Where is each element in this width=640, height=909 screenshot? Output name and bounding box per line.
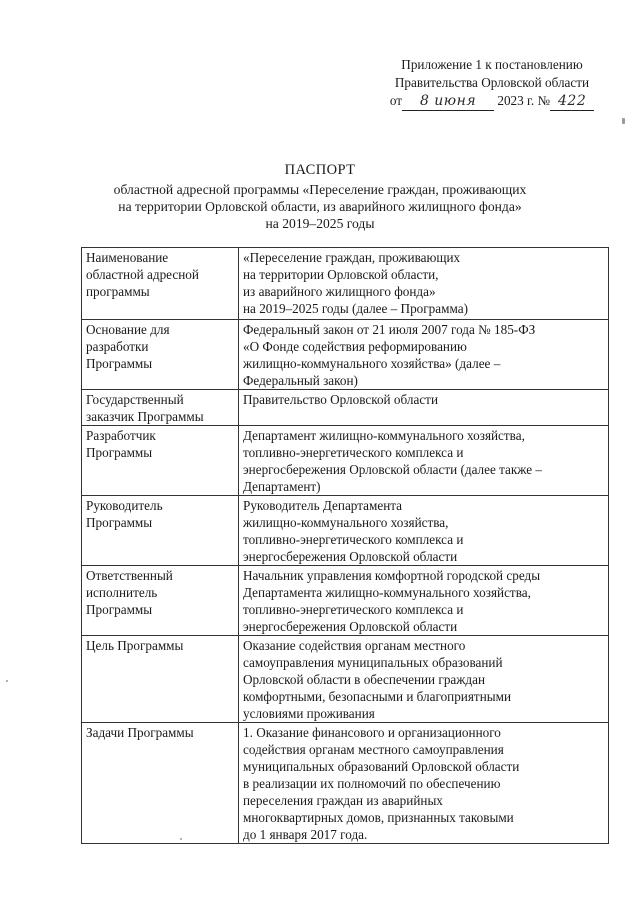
row-value-line: 1. Оказание финансового и организационного (243, 725, 501, 740)
document-number (550, 92, 594, 111)
scan-speck (622, 118, 625, 124)
row-value-line: комфортными, безопасными и благоприятными (243, 689, 512, 704)
row-value-line: Оказание содействия органам местного (243, 638, 466, 653)
table-row (82, 723, 609, 844)
row-label-line: программы (86, 284, 150, 299)
row-value-line: многоквартирных домов, признанных таковыми (243, 810, 514, 825)
row-label-line: заказчик Программы (86, 409, 204, 424)
row-value-cell (239, 566, 609, 636)
row-label-line: Цель Программы (86, 638, 184, 653)
row-label-cell (82, 723, 239, 844)
annex-date-line (372, 92, 612, 111)
row-value-line: переселения граждан из аварийных (243, 793, 443, 808)
row-value-cell (239, 496, 609, 566)
row-value-line: Правительство Орловской области (243, 392, 438, 407)
table-row (82, 566, 609, 636)
row-label-line: Ответственный (86, 568, 173, 583)
row-value-line: энергосбережения Орловской области (243, 619, 458, 634)
row-value-line: в реализации их полномочий по обеспечению (243, 776, 501, 791)
row-value-line: «О Фонде содействия реформированию (243, 339, 467, 354)
row-value-line: на 2019–2025 годы (далее – Программа) (243, 301, 468, 316)
row-label-line: Программы (86, 445, 153, 460)
row-value-line: топливно-энергетического комплекса и (243, 532, 464, 547)
annex-block (372, 56, 612, 111)
scan-speck (180, 838, 182, 840)
row-value-line: жилищно-коммунального хозяйства, (243, 515, 449, 530)
row-label-line: Программы (86, 602, 153, 617)
page-title: ПАСПОРТ (284, 162, 356, 178)
row-value-cell (239, 426, 609, 496)
row-value-cell (239, 390, 609, 426)
row-value-line: Департамент жилищно-коммунального хозяйства, (243, 428, 525, 443)
row-value-cell (239, 248, 609, 320)
row-label-line: Задачи Программы (86, 725, 194, 740)
row-value-cell (239, 320, 609, 390)
row-value-line: условиями проживания (243, 706, 375, 721)
row-label-line: Основание для (86, 322, 170, 337)
row-value-line: Федеральный закон) (243, 373, 358, 388)
row-label-cell (82, 248, 239, 320)
row-value-line: из аварийного жилищного фонда» (243, 284, 436, 299)
row-value-line: Федеральный закон от 21 июля 2007 года № 185-ФЗ (243, 322, 536, 337)
row-value-line: энергосбережения Орловской области (243, 549, 458, 564)
row-label-cell (82, 320, 239, 390)
row-label-line: Программы (86, 356, 153, 371)
row-value-line: Департамент) (243, 479, 321, 494)
row-label-line: Наименование (86, 250, 169, 265)
row-value-line: содействия органам местного самоуправления (243, 742, 504, 757)
row-label-line: Руководитель (86, 498, 163, 513)
row-label-line: Государственный (86, 392, 184, 407)
header-line-2: на территории Орловской области, из аварийного жилищного фонда» (118, 199, 522, 214)
handwritten-number: 422 (558, 93, 587, 109)
row-label-cell (82, 496, 239, 566)
date-prefix: от (389, 93, 403, 108)
row-value-line: Департамента жилищно-коммунального хозяйства, (243, 585, 531, 600)
table-row (82, 496, 609, 566)
header-line-1: областной адресной программы «Переселение граждан, проживающих (113, 182, 527, 197)
document-header (0, 162, 640, 232)
row-value-line: «Переселение граждан, проживающих (243, 250, 461, 265)
row-label-cell (82, 390, 239, 426)
row-label-line: исполнитель (86, 585, 158, 600)
table-row (82, 426, 609, 496)
year-number-text: 2023 г. № (497, 93, 551, 108)
table-row (82, 636, 609, 723)
table-row (82, 390, 609, 426)
passport-table-body (82, 248, 609, 844)
row-value-line: топливно-энергетического комплекса и (243, 445, 464, 460)
row-label-cell (82, 636, 239, 723)
signed-date (402, 92, 494, 111)
annex-line-1: Приложение 1 к постановлению (401, 57, 583, 72)
row-label-line: Разработчик (86, 428, 156, 443)
row-label-line: областной адресной (86, 267, 199, 282)
scan-speck (6, 680, 8, 682)
row-value-line: Руководитель Департамента (243, 498, 403, 513)
row-value-line: Начальник управления комфортной городской среды (243, 568, 541, 583)
table-row (82, 248, 609, 320)
row-value-line: жилищно-коммунального хозяйства» (далее – (243, 356, 501, 371)
row-label-cell (82, 426, 239, 496)
row-value-cell (239, 636, 609, 723)
row-label-line: разработки (86, 339, 149, 354)
row-value-cell (239, 723, 609, 844)
row-label-cell (82, 566, 239, 636)
row-label-line: Программы (86, 515, 153, 530)
row-value-line: Орловской области в обеспечении граждан (243, 672, 485, 687)
row-value-line: энергосбережения Орловской области (далее также – (243, 462, 542, 477)
annex-line-2: Правительства Орловской области (394, 75, 590, 90)
row-value-line: муниципальных образований Орловской области (243, 759, 520, 774)
row-value-line: на территории Орловской области, (243, 267, 439, 282)
row-value-line: топливно-энергетического комплекса и (243, 602, 464, 617)
passport-table (81, 247, 609, 844)
table-row (82, 320, 609, 390)
handwritten-date: 8 июня (419, 93, 477, 109)
row-value-line: до 1 января 2017 года. (243, 827, 368, 842)
row-value-line: самоуправления муниципальных образований (243, 655, 503, 670)
header-line-3: на 2019–2025 годы (265, 216, 375, 231)
